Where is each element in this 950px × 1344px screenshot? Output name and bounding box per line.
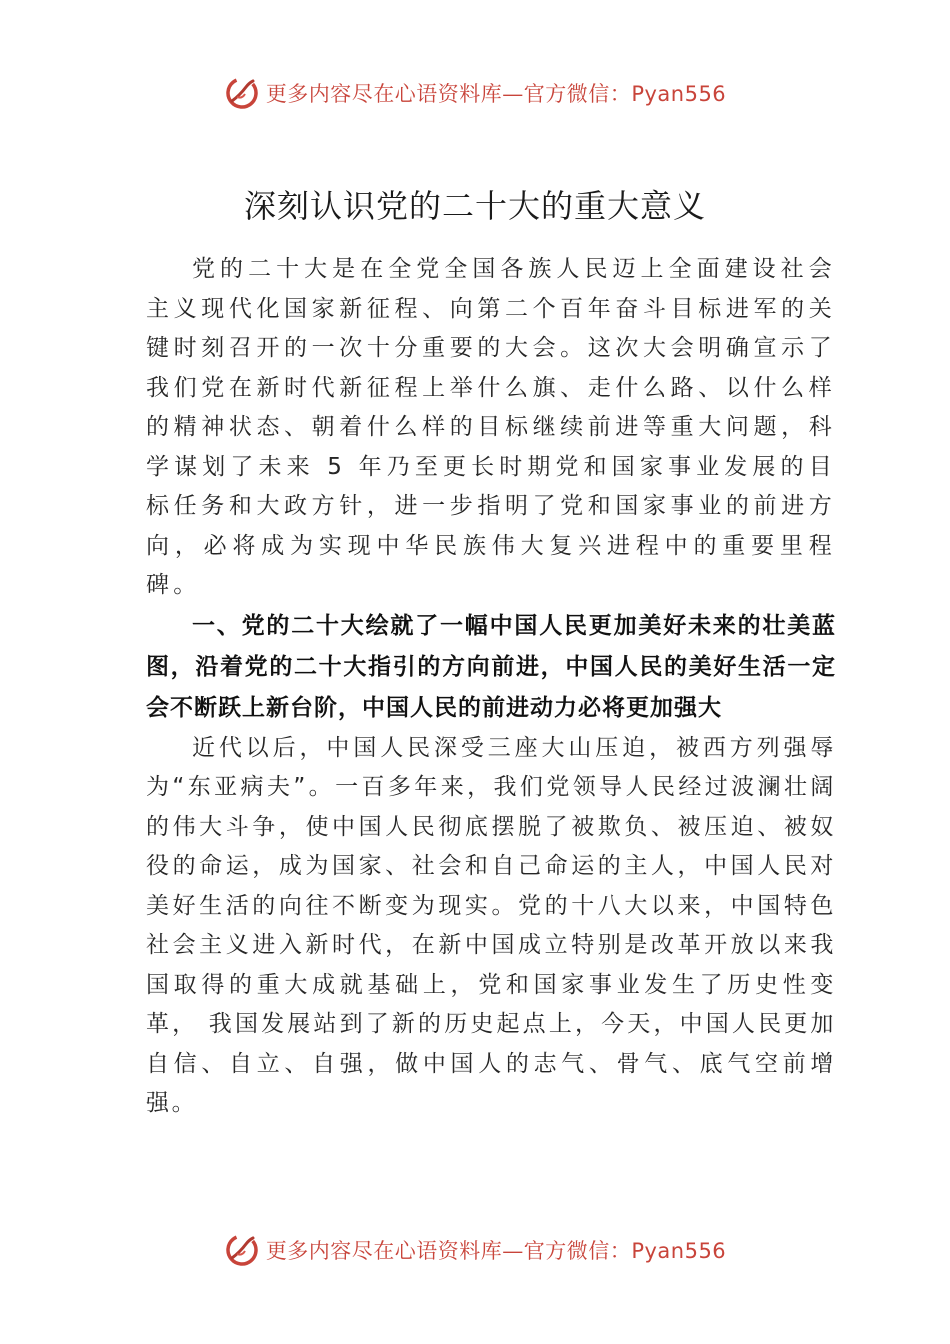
- page-title: 深刻认识党的二十大的重大意义: [243, 187, 706, 226]
- wechat-id: Pyan556: [631, 1239, 727, 1263]
- header-watermark-banner: [0, 73, 950, 113]
- intro-paragraph: 党的二十大是在全党全国各族人民迈上全面建设社会主义现代化国家新征程、向第二个百年奋斗目标进军的关键时刻召开的一次十分重要的大会。这次大会明确宣示了我们党在新时代新征程上举什么旗、走什么路、以什么样的精神状态、朝着什么样的目标继续前进等重大问题，科学谋划了未来 5 年乃至更长时期党和国家事业发展的目标任务和大政方针，进一步指明了党和国家事业的前进方向，必将成为实现中华民族伟大复兴进程中的重要里程碑。: [146, 256, 836, 598]
- section-heading-1: 一、党的二十大绘就了一幅中国人民更加美好未来的壮美蓝图，沿着党的二十大指引的方向前进，中国人民的美好生活一定会不断跃上新台阶，中国人民的前进动力必将更加强大: [146, 612, 836, 721]
- brush-logo-icon: [224, 1232, 260, 1268]
- watermark-text: 更多内容尽在心语资料库—官方微信：Pyan556: [265, 82, 727, 106]
- section-1-paragraph: 近代以后，中国人民深受三座大山压迫，被西方列强辱为“东亚病夫”。一百多年来，我们党领导人民经过波澜壮阔 的伟大斗争，使中国人民彻底摆脱了被欺负、被压迫、被奴 役的命运，成为国家、社会和自己命运的主人，中国人民对 美好生活的向往不断变为现实。党的十八大以来，中国特色 社会主义进入新时代，在新中国成立特别是改革开放以来我 国取得的重大成就基础上，党和国家事业发生了历史性变革， 我国发展站到了新的历史起点上，今天，中国人民更加自信、自立、自强，做中国人的志气、骨气、底气空前增强。: [146, 734, 836, 1116]
- wechat-id: Pyan556: [631, 82, 727, 106]
- brush-logo-icon: [224, 75, 260, 111]
- footer-watermark-banner: [0, 1230, 950, 1270]
- watermark-text: 更多内容尽在心语资料库—官方微信：Pyan556: [265, 1239, 727, 1263]
- document-body: [146, 250, 836, 1124]
